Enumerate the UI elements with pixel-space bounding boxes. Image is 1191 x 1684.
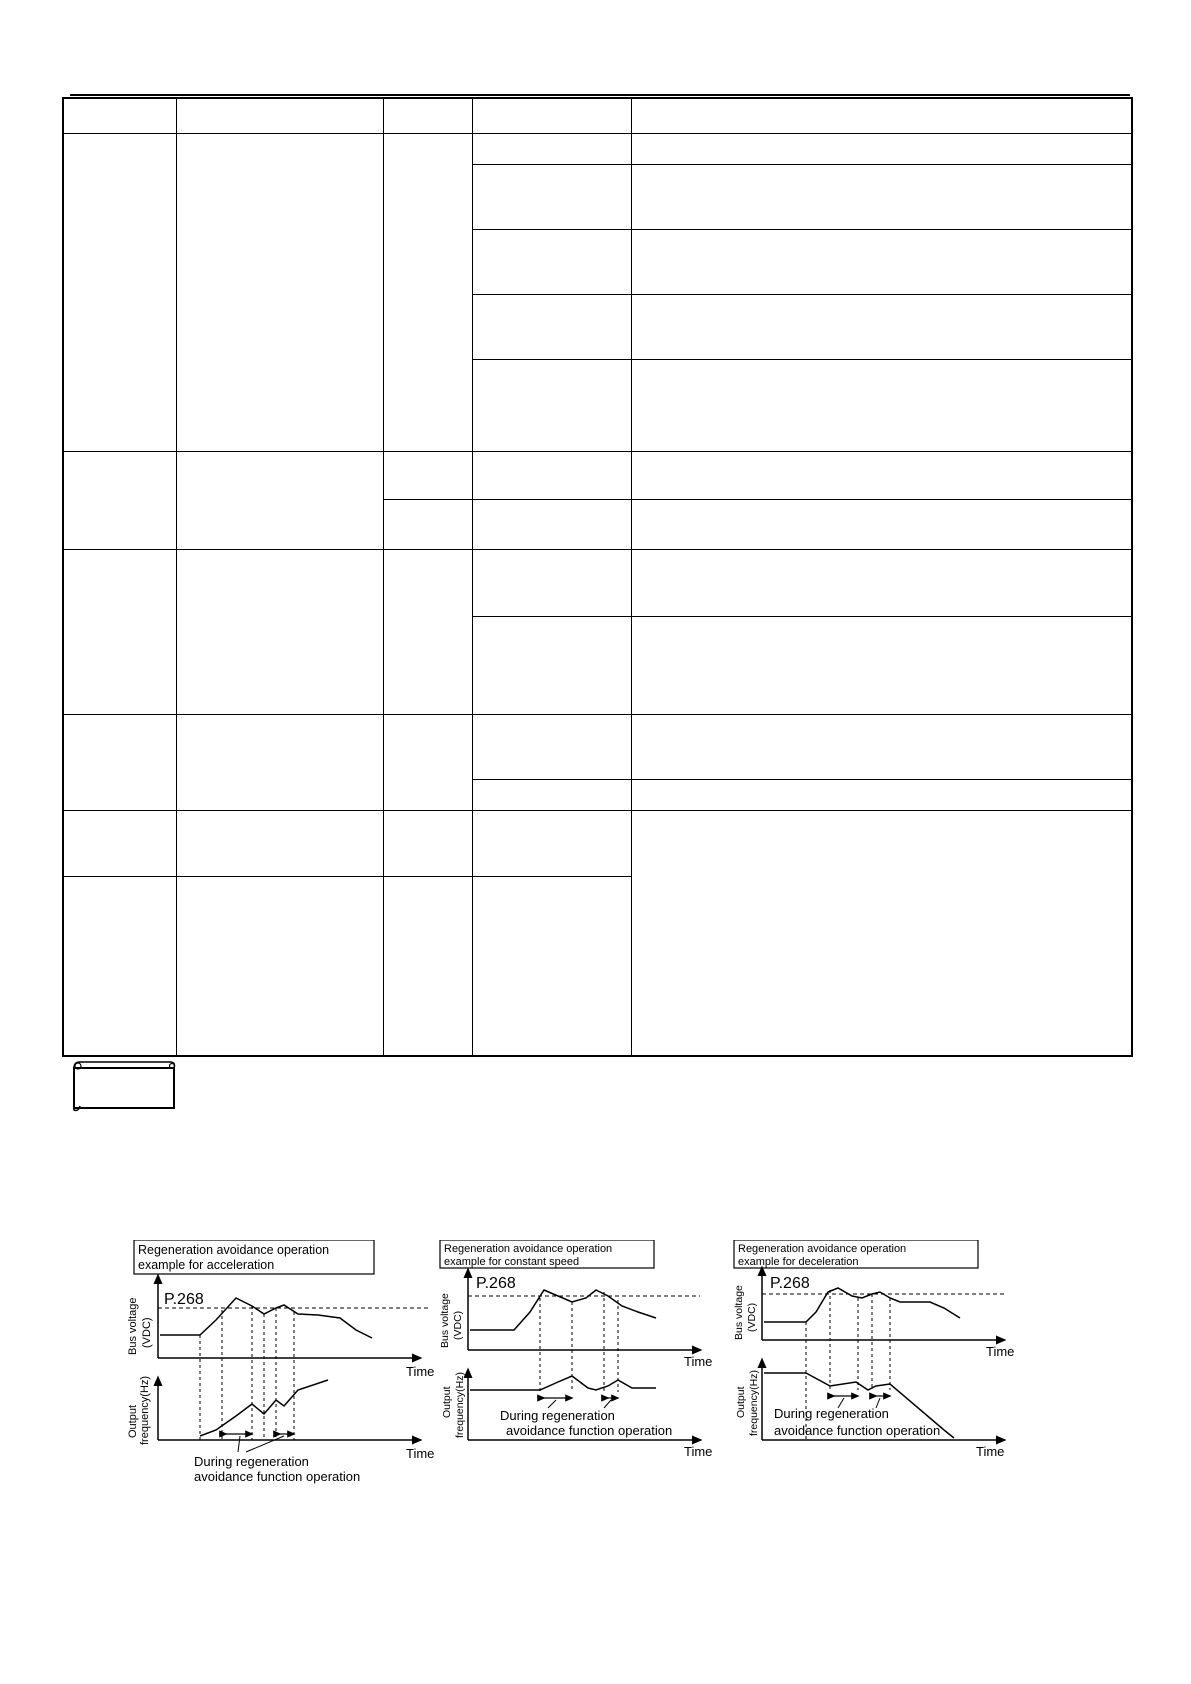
figure-constant-speed bbox=[439, 1240, 712, 1459]
upper-y-label: Bus voltage bbox=[733, 1285, 745, 1340]
table-border-bottom bbox=[62, 1055, 1133, 1057]
guide-lines bbox=[200, 1306, 294, 1440]
figure-note-line1: During regeneration bbox=[774, 1406, 889, 1421]
table-row-line bbox=[62, 451, 1133, 452]
regeneration-figures bbox=[118, 1240, 1078, 1490]
lower-y-label-unit: frequency(Hz) bbox=[748, 1370, 760, 1436]
table-border-left bbox=[62, 97, 64, 1057]
param-label: P.268 bbox=[164, 1291, 204, 1308]
upper-x-label: Time bbox=[406, 1364, 435, 1379]
note-scroll-icon bbox=[70, 1060, 178, 1112]
table-col-divider bbox=[176, 97, 177, 1057]
pointer-line bbox=[604, 1400, 611, 1408]
upper-y-label-unit: (VDC) bbox=[141, 1317, 153, 1348]
table-row-line bbox=[383, 499, 1133, 500]
table-row-line bbox=[472, 616, 1133, 617]
figure-title-line2: example for constant speed bbox=[444, 1256, 580, 1268]
figure-note-line2: avoidance function operation bbox=[506, 1423, 673, 1438]
upper-y-label: Bus voltage bbox=[439, 1293, 451, 1348]
figure-title-line2: example for deceleration bbox=[738, 1256, 859, 1268]
table-col-divider bbox=[472, 97, 473, 1057]
lower-y-label: Output bbox=[735, 1386, 747, 1418]
param-label: P.268 bbox=[476, 1275, 516, 1292]
lower-x-label: Time bbox=[406, 1446, 435, 1461]
lower-y-label: Output bbox=[127, 1404, 139, 1438]
lower-x-label: Time bbox=[976, 1444, 1005, 1459]
pointer-line bbox=[548, 1400, 556, 1408]
upper-x-label: Time bbox=[684, 1354, 713, 1369]
table-row-line bbox=[472, 779, 1133, 780]
figure-title-line1: Regeneration avoidance operation bbox=[738, 1243, 907, 1255]
table-row-line bbox=[472, 229, 1133, 230]
figure-acceleration bbox=[127, 1240, 434, 1484]
upper-y-label-unit: (VDC) bbox=[746, 1302, 758, 1332]
header-rule bbox=[70, 94, 1130, 96]
upper-x-label: Time bbox=[986, 1344, 1015, 1359]
lower-y-label: Output bbox=[441, 1386, 453, 1418]
table-row-line bbox=[62, 810, 1133, 811]
pointer-line bbox=[238, 1436, 240, 1452]
table-col-divider bbox=[383, 97, 384, 1057]
table-col-divider bbox=[631, 97, 632, 1057]
param-label: P.268 bbox=[770, 1275, 810, 1292]
table-row-line bbox=[62, 876, 632, 877]
lower-y-label-unit: frequency(Hz) bbox=[139, 1375, 151, 1445]
table-border-top bbox=[62, 97, 1133, 99]
figure-note-line1: During regeneration bbox=[500, 1408, 615, 1423]
figure-title-line2: example for acceleration bbox=[138, 1258, 275, 1272]
table-row-line bbox=[472, 359, 1133, 360]
lower-x-label: Time bbox=[684, 1444, 713, 1459]
table-row-line bbox=[472, 164, 1133, 165]
figure-note-line2: avoidance function operation bbox=[774, 1423, 941, 1438]
figure-title-line1: Regeneration avoidance operation bbox=[138, 1243, 330, 1257]
output-frequency-curve bbox=[470, 1376, 656, 1390]
table-row-line bbox=[62, 714, 1133, 715]
upper-y-label-unit: (VDC) bbox=[452, 1310, 464, 1340]
guide-lines bbox=[540, 1292, 618, 1392]
bus-voltage-curve bbox=[764, 1288, 960, 1322]
figure-deceleration bbox=[733, 1240, 1014, 1459]
table-header-row bbox=[62, 133, 1133, 134]
figure-note-line1: During regeneration bbox=[194, 1454, 309, 1469]
table-row-line bbox=[62, 549, 1133, 550]
figure-note-line2: avoidance function operation bbox=[194, 1469, 361, 1484]
table-border-right bbox=[1131, 97, 1133, 1057]
table-row-line bbox=[472, 294, 1133, 295]
figure-title-line1: Regeneration avoidance operation bbox=[444, 1243, 613, 1255]
lower-y-label-unit: frequency(Hz) bbox=[454, 1372, 466, 1438]
parameter-table bbox=[62, 97, 1133, 1057]
upper-y-label: Bus voltage bbox=[127, 1297, 139, 1355]
